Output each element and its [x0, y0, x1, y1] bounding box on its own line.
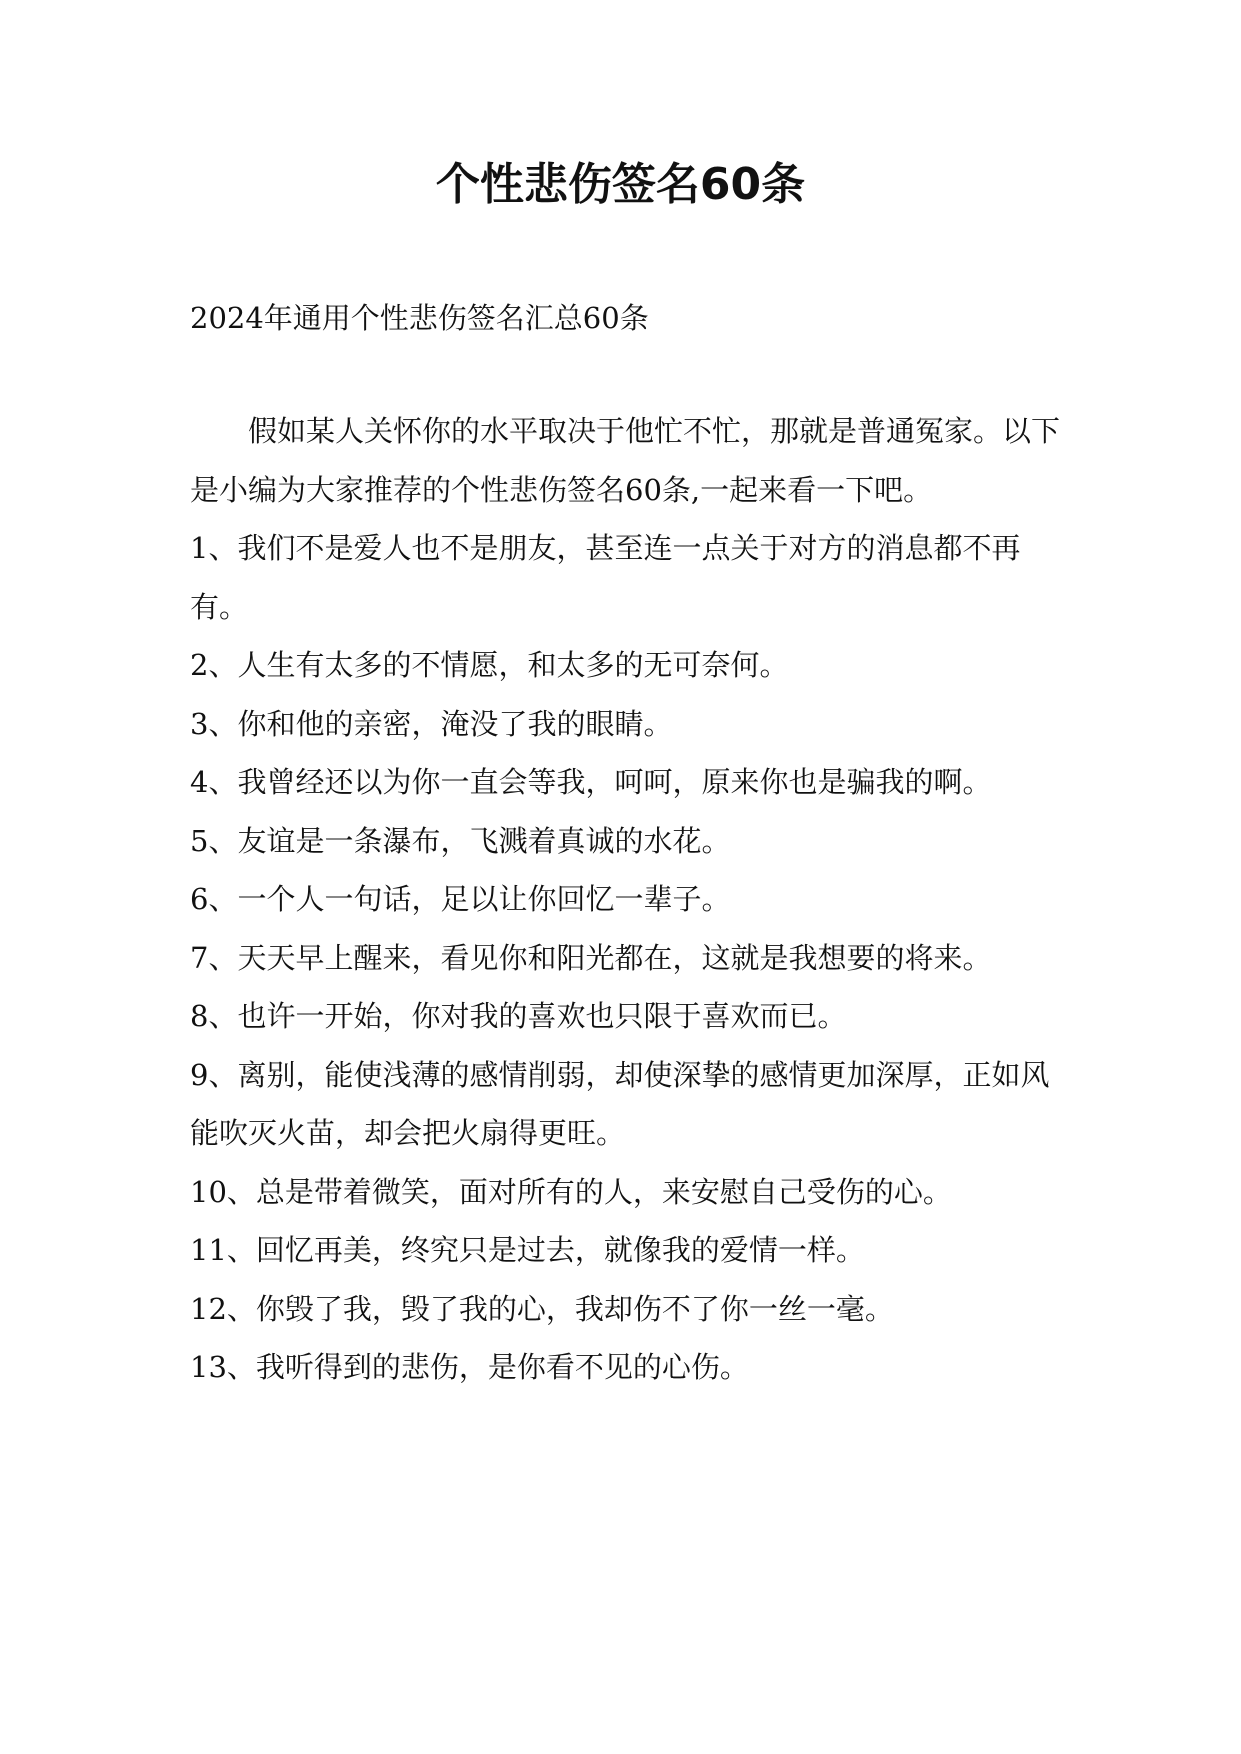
list-item: 1、我们不是爱人也不是朋友，甚至连一点关于对方的消息都不再有。	[190, 531, 1021, 624]
list-item: 3、你和他的亲密，淹没了我的眼睛。	[190, 706, 673, 741]
document-subtitle: 2024年通用个性悲伤签名汇总60条	[190, 301, 649, 335]
list-item: 7、天天早上醒来，看见你和阳光都在，这就是我想要的将来。	[190, 940, 992, 975]
document-title: 个性悲伤签名60条	[435, 159, 806, 210]
list-item: 13、我听得到的悲伤，是你看不见的心伤。	[190, 1350, 749, 1384]
signature-list	[190, 519, 1060, 1397]
list-item: 6、一个人一句话，足以让你回忆一辈子。	[190, 882, 731, 916]
list-item: 8、也许一开始，你对我的喜欢也只限于喜欢而已。	[190, 999, 847, 1033]
list-item: 12、你毁了我，毁了我的心，我却伤不了你一丝一毫。	[190, 1291, 894, 1326]
list-item: 10、总是带着微笑，面对所有的人，来安慰自己受伤的心。	[190, 1174, 952, 1209]
list-item: 5、友谊是一条瀑布，飞溅着真诚的水花。	[190, 823, 731, 858]
list-item: 9、离别，能使浅薄的感情削弱，却使深挚的感情更加深厚，正如风能吹灭火苗，却会把火扇得更旺。	[190, 1057, 1050, 1150]
list-item: 4、我曾经还以为你一直会等我，呵呵，原来你也是骗我的啊。	[190, 765, 992, 799]
document-body	[190, 402, 1060, 1397]
list-item: 2、人生有太多的不情愿，和太多的无可奈何。	[190, 648, 789, 682]
list-item: 11、回忆再美，终究只是过去，就像我的爱情一样。	[190, 1233, 865, 1267]
intro-paragraph: 假如某人关怀你的水平取决于他忙不忙，那就是普通冤家。以下是小编为大家推荐的个性悲伤签名60条,一起来看一下吧。	[190, 414, 1061, 507]
